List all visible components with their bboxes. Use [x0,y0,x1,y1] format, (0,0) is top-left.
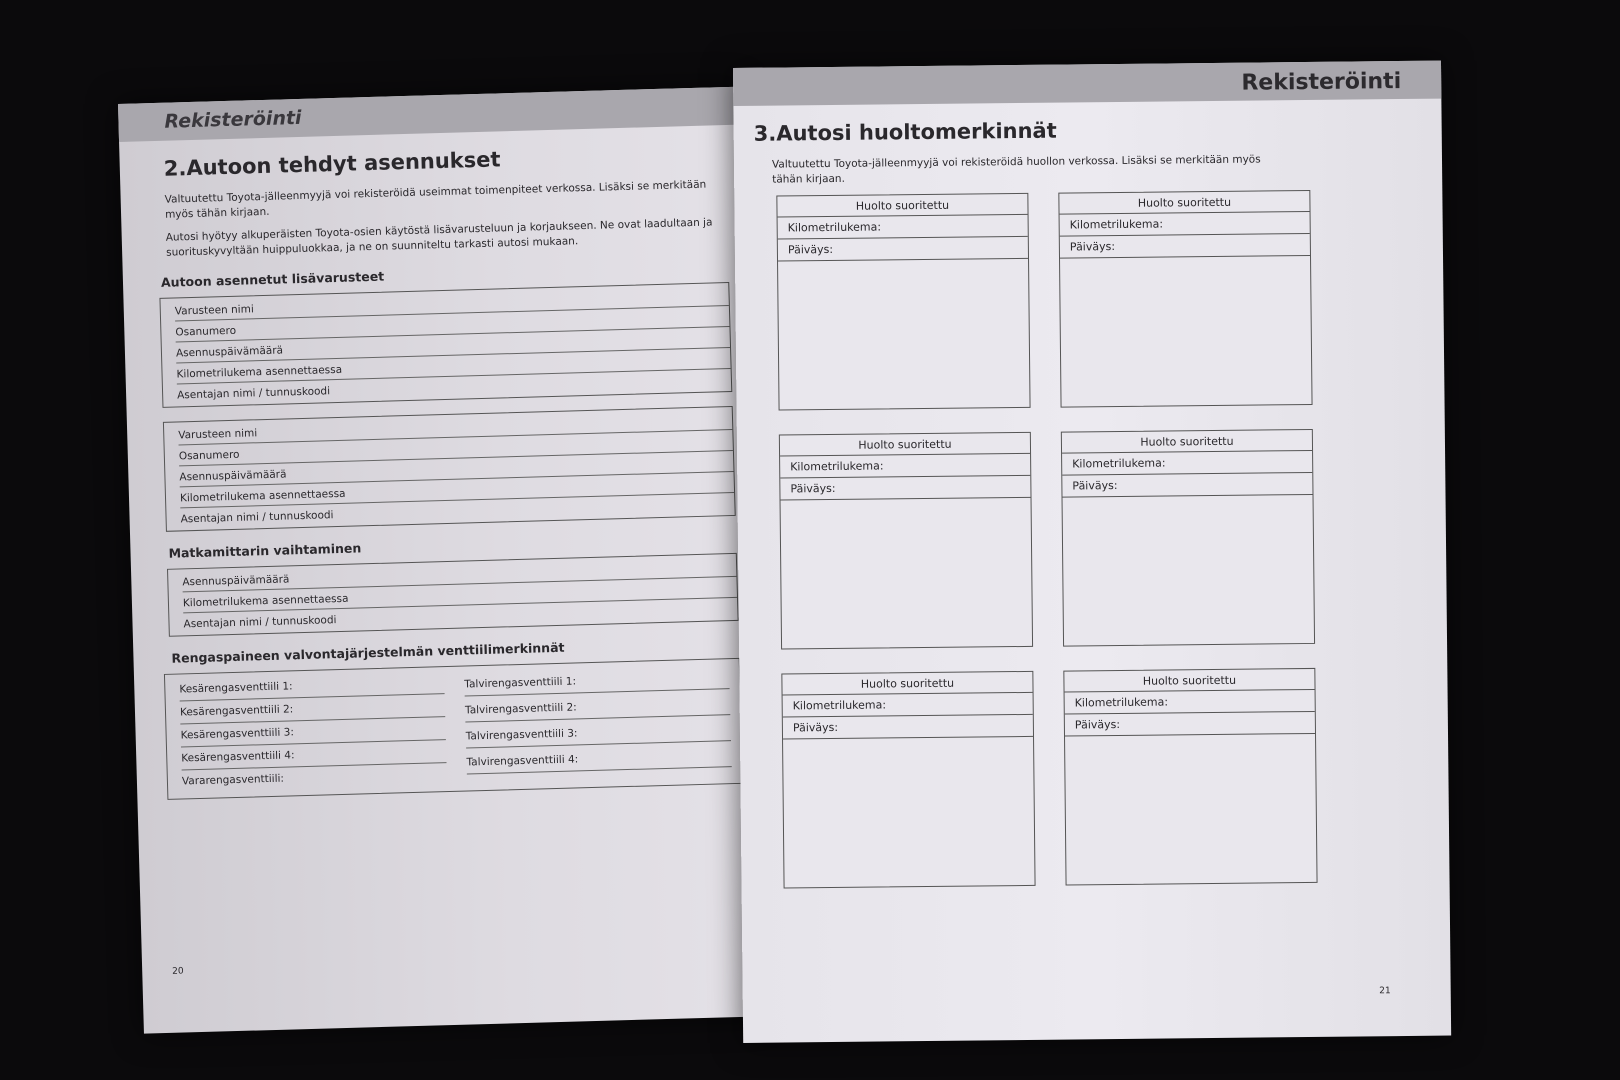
accessory-form-2 [163,406,736,532]
accessories-heading: Autoon asennetut lisävarusteet [160,268,385,290]
service-record-box [781,671,1035,889]
form-field-label: Varusteen nimi [178,409,732,445]
form-field-label: Asennuspäivämäärä [176,327,730,363]
form-field-label: Vararengasventtiili: [181,772,285,788]
service-box-title: Huolto suoritettu [782,672,1032,696]
date-field: Päiväys: [778,237,1028,262]
odometer-field: Kilometrilukema: [1065,690,1315,715]
form-field-label: Kesärengasventtiili 4: [181,740,447,770]
section-header-band [118,87,739,142]
section-header-band [733,61,1441,106]
service-record-box [1063,668,1317,886]
left-page [118,87,764,1034]
form-field-label: Varusteen nimi [175,285,729,321]
odometer-form [167,553,739,637]
form-field-label: Talvirengasventtiili 1: [464,666,730,696]
service-record-grid [776,189,1449,889]
form-field-label: Talvirengasventtiili 2: [465,692,731,722]
intro-paragraph-2: Autosi hyötyy alkuperäisten Toyota-osien käytöstä lisävarusteluun ja korjaukseen. Ne ovat laadultaan ja suorituskyvyltään huippuluokkaa, ja ne on suunniteltu tarkasti autosi mukaan. [165,216,713,259]
service-box-title: Huolto suoritettu [777,194,1027,218]
tpms-heading: Rengaspaineen valvontajärjestelmän venttiilimerkinnät [171,639,565,666]
service-box-title: Huolto suoritettu [780,433,1030,457]
intro-paragraph: Valtuutettu Toyota-jälleenmyyjä voi rekisteröidä huollon verkossa. Lisäksi se merkitään myös tähän kirjaan. [771,153,1261,186]
form-field-label: Asennuspäivämäärä [179,451,733,487]
form-field-label: Osanumero [179,430,733,466]
summer-valves [179,671,447,792]
service-box-title: Huolto suoritettu [1059,191,1309,215]
date-field: Päiväys: [1065,712,1315,737]
form-field-label: Asennuspäivämäärä [182,556,736,592]
section-header: Rekisteröinti [1241,69,1402,96]
page-title: 2.Autoon tehdyt asennukset [163,147,501,181]
form-field-label: Kesärengasventtiili 1: [179,671,445,701]
service-record-box [1061,429,1315,647]
form-field-label: Kilometrilukema asennettaessa [180,472,734,508]
form-field-label: Talvirengasventtiili 3: [465,718,731,748]
odometer-heading: Matkamittarin vaihtaminen [168,540,362,561]
form-field-label: Osanumero [175,306,729,342]
form-field-label: Kilometrilukema asennettaessa [183,577,737,613]
form-field-label: Kilometrilukema asennettaessa [176,348,730,384]
page-number: 20 [172,966,184,977]
odometer-field: Kilometrilukema: [778,215,1028,240]
form-field-label: Asentajan nimi / tunnuskoodi [176,385,331,402]
accessory-form-1 [159,282,732,408]
intro-paragraph: Valtuutettu Toyota-jälleenmyyjä voi rekisteröidä useimmat toimenpiteet verkossa. Lisäksi se merkitään myös tähän kirjaan. [164,178,707,221]
form-field-label: Kesärengasventtiili 3: [180,717,446,747]
tpms-form [164,658,743,800]
page-number: 21 [1379,986,1391,997]
date-field: Päiväys: [1060,234,1310,259]
form-field-label: Asentajan nimi / tunnuskoodi [180,509,334,526]
form-field-label: Talvirengasventtiili 4: [466,744,732,774]
service-record-box [779,432,1033,650]
right-page [733,61,1451,1043]
service-box-title: Huolto suoritettu [1064,669,1314,693]
odometer-field: Kilometrilukema: [783,693,1033,718]
date-field: Päiväys: [780,476,1030,501]
form-field-label: Asentajan nimi / tunnuskoodi [183,614,337,631]
service-record-box [1058,190,1312,408]
date-field: Päiväys: [783,715,1033,740]
section-header: Rekisteröinti [164,106,302,133]
form-field-label: Kesärengasventtiili 2: [180,694,446,724]
date-field: Päiväys: [1062,473,1312,498]
odometer-field: Kilometrilukema: [1062,451,1312,476]
winter-valves [464,663,732,784]
service-record-box [776,193,1030,411]
service-box-title: Huolto suoritettu [1062,430,1312,454]
odometer-field: Kilometrilukema: [1060,212,1310,237]
odometer-field: Kilometrilukema: [780,454,1030,479]
page-title: 3.Autosi huoltomerkinnät [753,118,1057,146]
